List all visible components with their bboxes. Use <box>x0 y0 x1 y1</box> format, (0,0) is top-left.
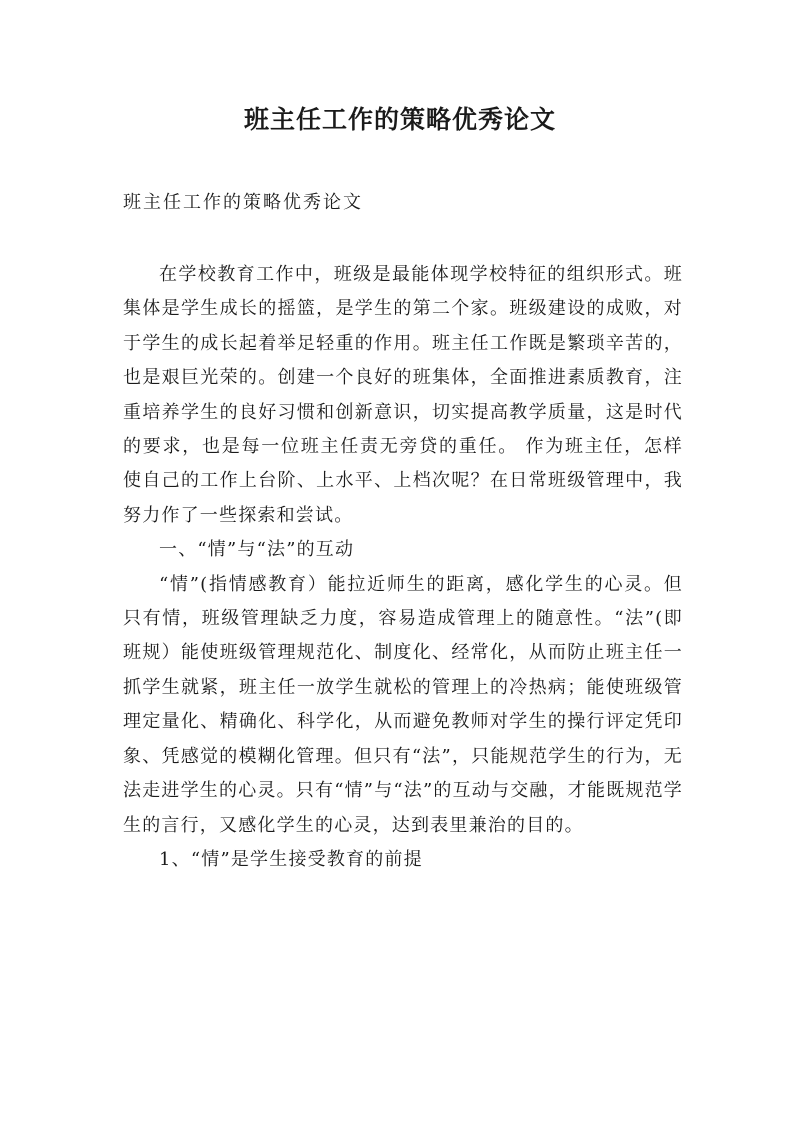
paragraph-intro: 在学校教育工作中，班级是最能体现学校特征的组织形式。班集体是学生成长的摇篮，是学生的第二个家。班级建设的成败，对于学生的成长起着举足轻重的作用。班主任工作既是繁琐辛苦的，也是艰巨光荣的。创建一个良好的班集体，全面推进素质教育，注重培养学生的良好习惯和创新意识，切实提高教学质量，这是时代的要求，也是每一位班主任责无旁贷的重任。 作为班主任，怎样使自己的工作上台阶、上水平、上档次呢？在日常班级管理中，我努力作了一些探索和尝试。 <box>123 264 683 526</box>
paragraph-emotion-law: “情”(指情感教育）能拉近师生的距离，感化学生的心灵。但只有情，班级管理缺乏力度，容易造成管理上的随意性。“法”(即班规）能使班级管理规范化、制度化、经常化，从而防止班主任一抓学生就紧，班主任一放学生就松的管理上的冷热病；能使班级管理定量化、精确化、科学化，从而避免教师对学生的操行评定凭印象、凭感觉的模糊化管理。但只有“法”，只能规范学生的行为，无法走进学生的心灵。只有“情”与“法”的互动与交融，才能既规范学生的言行，又感化学生的心灵，达到表里兼治的目的。 <box>123 573 684 836</box>
document-subtitle: 班主任工作的策略优秀论文 <box>123 192 363 213</box>
section-heading-1: 一、“情”与“法”的互动 <box>159 539 355 561</box>
page-title: 班主任工作的策略优秀论文 <box>243 105 556 134</box>
document-body <box>123 258 683 877</box>
subsection-heading-1: 1、“情”是学生接受教育的前提 <box>159 848 423 870</box>
